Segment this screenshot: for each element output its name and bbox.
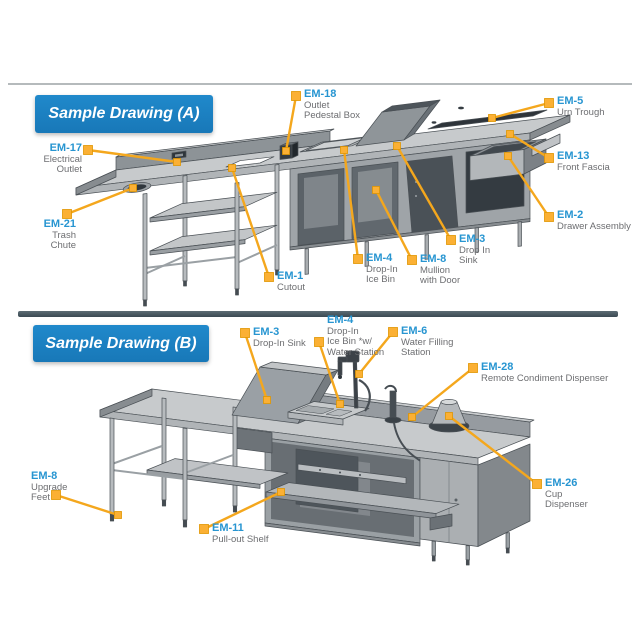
part-desc: Drawer Assembly [557, 220, 631, 232]
left-table [143, 165, 279, 307]
part-desc: Cup [545, 488, 563, 500]
part-label-em-4 [366, 253, 398, 286]
part-desc: Electrical [43, 153, 82, 165]
part-desc: Drop-In Sink [253, 337, 306, 349]
part-desc: Mullion [420, 264, 451, 276]
part-desc: Outlet [56, 164, 82, 175]
part-code: EM-11 [212, 522, 244, 534]
banner-a-title: Sample Drawing (A) [48, 105, 200, 122]
part-desc: Ice Bin [366, 274, 396, 285]
part-desc: with Door [420, 275, 461, 286]
part-desc: Ice Bin *w/ [327, 336, 372, 347]
part-desc: Pull-out Shelf [212, 533, 269, 545]
part-desc: Dispenser [545, 499, 588, 510]
part-label-em-3 [459, 234, 490, 267]
part-desc: Trash [52, 229, 76, 241]
part-code: EM-26 [545, 477, 578, 489]
part-desc: Station [401, 347, 431, 358]
part-desc: Front Fascia [557, 161, 610, 173]
part-desc: Remote Condiment Dispenser [481, 372, 609, 384]
part-label-em-21 [44, 219, 76, 252]
part-label-em-1 [277, 271, 305, 293]
part-desc: Chute [50, 240, 76, 251]
part-desc: Upgrade [31, 481, 68, 493]
banner-drawing-a [35, 95, 213, 133]
part-label-em-3b [253, 327, 306, 349]
part-label-em-5 [557, 96, 605, 118]
part-desc: Drop-In [327, 325, 359, 337]
part-code: EM-28 [481, 361, 514, 373]
part-desc: Drop-In [366, 263, 398, 275]
mullion-door-shape [406, 156, 458, 234]
part-code: EM-17 [49, 142, 82, 154]
sink-basin-shape [236, 428, 272, 453]
part-code: EM-2 [557, 209, 584, 221]
part-label-em-6 [401, 326, 453, 359]
part-label-em-18 [304, 89, 360, 122]
part-code: EM-18 [304, 88, 337, 100]
part-code: EM-8 [31, 470, 58, 482]
part-desc: Sink [459, 255, 478, 266]
part-label-em-4b [327, 315, 384, 358]
part-code: EM-13 [557, 150, 590, 162]
part-code: EM-3 [459, 233, 486, 245]
upgrade-foot-shape [110, 514, 113, 521]
part-code: EM-4 [366, 252, 393, 264]
part-code: EM-3 [253, 326, 280, 338]
illustration-drawing-b [100, 351, 534, 565]
banner-b-title: Sample Drawing (B) [45, 334, 197, 352]
part-desc: Outlet [304, 99, 330, 111]
part-desc: Feet [31, 492, 51, 503]
part-desc: Urn Trough [557, 106, 605, 118]
part-desc: Water Filling [401, 336, 454, 348]
part-desc: Drop In [459, 244, 491, 256]
part-desc: Water Station [327, 346, 385, 358]
part-desc: Pedestal Box [304, 110, 360, 121]
part-label-em-11 [212, 523, 269, 545]
part-code: EM-21 [43, 218, 76, 230]
part-label-em-28 [481, 362, 608, 384]
part-code: EM-4 [327, 314, 354, 326]
banner-drawing-b [33, 325, 209, 362]
part-code: EM-8 [420, 253, 447, 265]
part-code: EM-1 [277, 270, 304, 282]
part-label-em-13 [557, 151, 610, 173]
part-label-em-8 [420, 254, 460, 287]
part-label-em-17 [43, 143, 82, 176]
part-label-em-26 [545, 478, 588, 511]
part-label-em-8b [31, 471, 67, 504]
part-code: EM-5 [557, 95, 584, 107]
part-label-em-2 [557, 210, 631, 232]
part-code: EM-6 [401, 325, 428, 337]
part-desc: Cutout [277, 281, 305, 293]
